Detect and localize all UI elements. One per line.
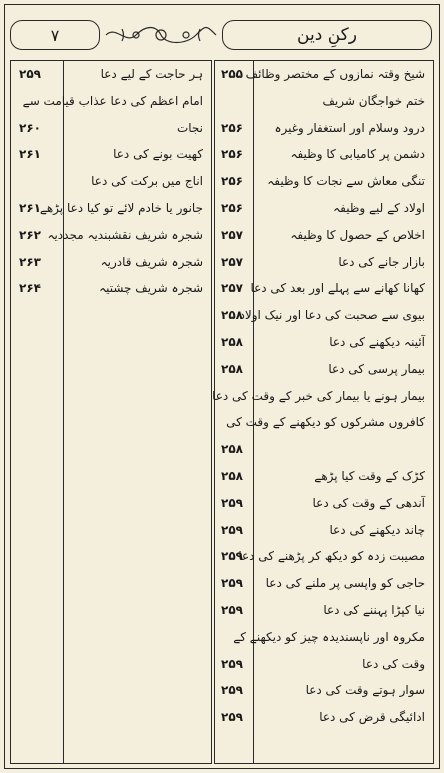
toc-entry-title: حاجی کو واپسی پر ملنے کی دعا (265, 576, 425, 591)
toc-entry-title: مصیبت زدہ کو دیکھ کر پڑھنے کی دعا (238, 549, 425, 564)
toc-entry-title: آئینہ دیکھنے کی دعا (329, 335, 425, 349)
toc-entry (215, 362, 433, 389)
toc-entry-page: ۲۶۱ (19, 147, 41, 162)
toc-entry (212, 388, 433, 416)
toc-entry-title: نجات (176, 120, 203, 135)
toc-entry-page: ۲۵۹ (221, 683, 243, 698)
toc-entry-page: ۲۵۵ (221, 67, 243, 81)
header-ornament (100, 22, 222, 48)
toc-entry-title: شجرہ شریف نقشبندیہ مجددیہ (47, 227, 203, 242)
page-header (4, 18, 440, 52)
toc-entry (215, 228, 433, 255)
toc-entry (215, 549, 433, 576)
toc-entry (215, 710, 433, 737)
page-number-box (10, 20, 100, 50)
toc-entry-page: ۲۵۹ (19, 67, 41, 81)
toc-entry-page: ۲۵۸ (221, 335, 243, 349)
toc-entry (215, 147, 433, 174)
toc-entry-title: کڑک کے وقت کیا پڑھے (314, 469, 425, 483)
toc-entry-page: ۲۵۶ (221, 147, 243, 162)
toc-entry-title: اناج میں برکت کی دعا (91, 174, 203, 189)
toc-entry (215, 281, 433, 308)
toc-entry (215, 496, 433, 523)
toc-entry-title: بازار جانے کی دعا (338, 254, 425, 269)
toc-entry (215, 657, 433, 684)
toc-entry (215, 683, 433, 710)
toc-entry-page: ۲۵۸ (221, 361, 243, 376)
toc-entry-title: جانور یا خادم لائے تو کیا دعا پڑھے (39, 201, 203, 215)
floral-ornament-icon (102, 23, 220, 47)
toc-entry (215, 121, 433, 148)
toc-entry-title: اخلاص کے حصول کا وظیفہ (290, 227, 425, 242)
toc-entry-title: مکروہ اور ناپسندیدہ چیز کو دیکھنے کے (233, 629, 425, 644)
toc-entry-page: ۲۵۷ (221, 281, 243, 296)
toc-entry-page: ۲۵۶ (221, 201, 243, 215)
toc-entry (215, 308, 433, 335)
toc-entry (215, 523, 433, 550)
toc-entry-title: ادائیگی قرض کی دعا (319, 710, 425, 725)
toc-entry (215, 442, 433, 469)
toc-entry-page: ۲۵۹ (221, 495, 243, 510)
toc-entry (215, 630, 433, 657)
toc-entry-title: بیمار ہونے یا بیمار کی خبر کے وقت کی دعا (212, 388, 425, 403)
toc-entry-title: بیمار پرسی کی دعا (328, 361, 425, 376)
toc-entry-title: شجرہ شریف قادریہ (100, 254, 203, 269)
toc-entry-page: ۲۵۷ (221, 254, 243, 269)
toc-entry-page: ۲۵۹ (221, 522, 243, 537)
toc-entry-page: ۲۶۰ (19, 120, 41, 135)
toc-entry-title: کھیت بونے کی دعا (113, 147, 203, 162)
toc-left-column (10, 60, 212, 764)
page-number: ۷ (50, 25, 60, 45)
toc-entry-title: آندھی کے وقت کی دعا (312, 495, 425, 510)
book-title: رکنِ دین (297, 25, 357, 45)
toc-entry-page: ۲۵۹ (221, 603, 243, 617)
toc-entry (11, 281, 211, 308)
toc-entry-page: ۲۶۴ (19, 281, 41, 296)
toc-entry-page: ۲۵۶ (221, 120, 243, 135)
toc-entry-title: ہر حاجت کے لیے دعا (100, 67, 203, 81)
toc-entry-title: شجرہ شریف چشتیہ (99, 281, 203, 296)
toc-entry (11, 147, 211, 174)
toc-entry-page: ۲۵۹ (221, 710, 243, 725)
toc-entry-page: ۲۵۹ (221, 549, 243, 564)
toc-entry-title: نیا کپڑا پہننے کی دعا (323, 603, 425, 617)
book-title-box (222, 20, 432, 50)
toc-entry-page: ۲۵۸ (221, 469, 243, 483)
toc-entry-title: شیخ وقتہ نمازوں کے مختصر وظائف (245, 67, 425, 81)
toc-entry (215, 201, 433, 228)
toc-entry (215, 174, 433, 201)
toc-entry-page: ۲۵۸ (221, 442, 243, 457)
toc-entry (215, 415, 433, 442)
toc-entry (11, 94, 211, 121)
toc-entry-page: ۲۶۲ (19, 227, 41, 242)
toc-entry-title: چاند دیکھنے کی دعا (329, 522, 425, 537)
toc-entry (11, 201, 211, 228)
toc-entry (215, 335, 433, 362)
toc-entry-page: ۲۶۳ (19, 254, 41, 269)
toc-entry-page: ۲۵۹ (221, 576, 243, 591)
toc-entry-title: سوار ہوتے وقت کی دعا (305, 683, 425, 698)
toc-entry (215, 576, 433, 603)
toc-entry (215, 67, 433, 94)
toc-entry-title: وقت کی دعا (362, 656, 425, 671)
toc-entry-page: ۲۵۷ (221, 227, 243, 242)
toc-entry-title: ختم خواجگان شریف (322, 93, 425, 108)
toc-entry (215, 255, 433, 282)
toc-entry-title: تنگی معاش سے نجات کا وظیفہ (267, 174, 425, 189)
toc-entry-title: کافروں مشرکوں کو دیکھنے کے وقت کی (226, 415, 425, 430)
toc-entry-title: امام اعظم کی دعا عذاب قیامت سے (22, 93, 203, 108)
toc-entry (11, 67, 211, 94)
toc-entry (215, 603, 433, 630)
toc-entry (215, 469, 433, 496)
toc-entry-title: اولاد کے لیے وظیفہ (333, 201, 425, 215)
toc-entry (11, 255, 211, 282)
toc-entry-page: ۲۵۸ (221, 308, 243, 323)
toc-entry-title: بیوی سے صحبت کی دعا اور نیک اولاد (239, 308, 425, 323)
toc-entry-title: کھانا کھانے سے پہلے اور بعد کی دعا (250, 281, 425, 296)
toc-entry (11, 174, 211, 201)
toc-entry (11, 121, 211, 148)
toc-right-column (214, 60, 434, 764)
toc-entry-title: دشمن پر کامیابی کا وظیفہ (290, 147, 425, 162)
toc-entry (215, 94, 433, 121)
toc-entry-page: ۲۵۶ (221, 174, 243, 189)
toc-entry-page: ۲۶۱ (19, 201, 41, 215)
toc-entry (11, 228, 211, 255)
toc-entry-title: درود وسلام اور استغفار وغیرہ (274, 120, 425, 135)
toc-entry-page: ۲۵۹ (221, 656, 243, 671)
